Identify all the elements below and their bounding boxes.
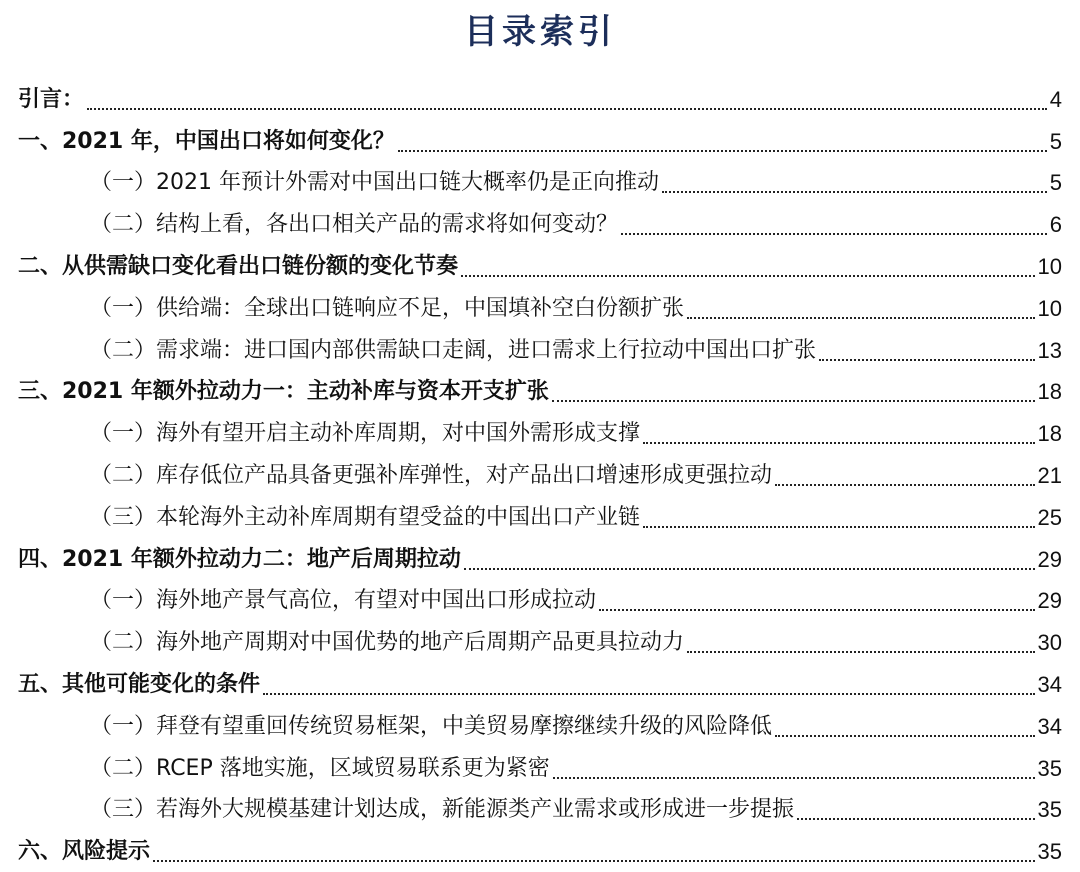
toc-entry-label: （三）若海外大规模基建计划达成，新能源类产业需求或形成进一步提振: [90, 797, 795, 823]
toc-subentry[interactable]: [18, 454, 1062, 496]
toc-subentry[interactable]: [18, 496, 1062, 538]
toc-entry[interactable]: [18, 663, 1062, 705]
toc-subentry[interactable]: [18, 162, 1062, 204]
toc-entry[interactable]: [18, 538, 1062, 580]
toc-entry-label: （一）2021 年预计外需对中国出口链大概率仍是正向推动: [90, 170, 659, 196]
dot-leader: [643, 442, 1035, 444]
toc-entry-page: 4: [1049, 86, 1062, 112]
toc-entry-page: 10: [1037, 295, 1062, 321]
dot-leader: [599, 609, 1035, 611]
dot-leader: [153, 860, 1035, 862]
toc-entry-label: （一）海外有望开启主动补库周期，对中国外需形成支撑: [90, 421, 641, 447]
dot-leader: [687, 317, 1035, 319]
toc-subentry[interactable]: [18, 789, 1062, 831]
toc-entry[interactable]: [18, 78, 1062, 120]
toc-entry-page: 35: [1037, 839, 1062, 865]
dot-leader: [461, 275, 1035, 277]
toc-entry[interactable]: [18, 371, 1062, 413]
dot-leader: [797, 818, 1035, 820]
toc-entry-page: 29: [1037, 588, 1062, 614]
toc-entry-page: 18: [1037, 379, 1062, 405]
toc-entry-page: 30: [1037, 630, 1062, 656]
dot-leader: [87, 108, 1047, 110]
dot-leader: [398, 150, 1047, 152]
toc-entry-label: （二）库存低位产品具备更强补库弹性，对产品出口增速形成更强拉动: [90, 462, 773, 488]
dot-leader: [553, 777, 1035, 779]
toc-entry-page: 6: [1049, 212, 1062, 238]
dot-leader: [775, 735, 1035, 737]
toc-entry-label: 四、2021 年额外拉动力二：地产后周期拉动: [18, 546, 461, 572]
toc-entry-label: 一、2021 年，中国出口将如何变化？: [18, 128, 395, 154]
toc-entry-page: 21: [1037, 462, 1062, 488]
toc-entry-label: （二）需求端：进口国内部供需缺口走阔，进口需求上行拉动中国出口扩张: [90, 337, 817, 363]
toc-entry-page: 34: [1037, 713, 1062, 739]
dot-leader: [621, 233, 1047, 235]
dot-leader: [819, 359, 1035, 361]
toc-entry-label: 二、从供需缺口变化看出口链份额的变化节奏: [18, 253, 459, 279]
dot-leader: [687, 651, 1035, 653]
toc-entry-label: （二）RCEP 落地实施，区域贸易联系更为紧密: [90, 755, 550, 781]
toc-subentry[interactable]: [18, 747, 1062, 789]
toc-entry-label: （二）结构上看，各出口相关产品的需求将如何变动？: [90, 212, 619, 238]
dot-leader: [775, 484, 1035, 486]
toc-entry-label: （二）海外地产周期对中国优势的地产后周期产品更具拉动力: [90, 630, 685, 656]
dot-leader: [263, 693, 1035, 695]
dot-leader: [662, 191, 1047, 193]
toc-entry-label: 三、2021 年额外拉动力一：主动补库与资本开支扩张: [18, 379, 549, 405]
toc-entry-page: 18: [1037, 421, 1062, 447]
toc-entry-page: 34: [1037, 671, 1062, 697]
toc-entry-page: 25: [1037, 504, 1062, 530]
toc-entry-label: 六、风险提示: [18, 839, 151, 865]
toc-entry[interactable]: [18, 120, 1062, 162]
toc-entry-label: （一）拜登有望重回传统贸易框架，中美贸易摩擦继续升级的风险降低: [90, 713, 773, 739]
toc-subentry[interactable]: [18, 580, 1062, 622]
toc-entry-page: 13: [1037, 337, 1062, 363]
toc-entry-label: （一）海外地产景气高位，有望对中国出口形成拉动: [90, 588, 597, 614]
dot-leader: [643, 526, 1035, 528]
dot-leader: [552, 400, 1035, 402]
toc-subentry[interactable]: [18, 329, 1062, 371]
toc-entry-page: 5: [1049, 170, 1062, 196]
toc-entry[interactable]: [18, 245, 1062, 287]
toc-subentry[interactable]: [18, 287, 1062, 329]
toc-subentry[interactable]: [18, 621, 1062, 663]
toc-entry-page: 35: [1037, 797, 1062, 823]
toc-subentry[interactable]: [18, 203, 1062, 245]
toc-entry-label: 引言：: [18, 86, 85, 112]
dot-leader: [464, 568, 1035, 570]
toc-entry-page: 5: [1049, 128, 1062, 154]
toc-subentry[interactable]: [18, 412, 1062, 454]
toc-entry-page: 29: [1037, 546, 1062, 572]
toc-entry-page: 35: [1037, 755, 1062, 781]
toc-subentry[interactable]: [18, 705, 1062, 747]
toc-entry[interactable]: [18, 830, 1062, 872]
toc-entry-label: （一）供给端：全球出口链响应不足，中国填补空白份额扩张: [90, 295, 685, 321]
toc-entry-label: 五、其他可能变化的条件: [18, 671, 261, 697]
page-title: 目录索引: [464, 12, 616, 52]
table-of-contents: [18, 78, 1062, 872]
toc-entry-label: （三）本轮海外主动补库周期有望受益的中国出口产业链: [90, 504, 641, 530]
toc-entry-page: 10: [1037, 253, 1062, 279]
